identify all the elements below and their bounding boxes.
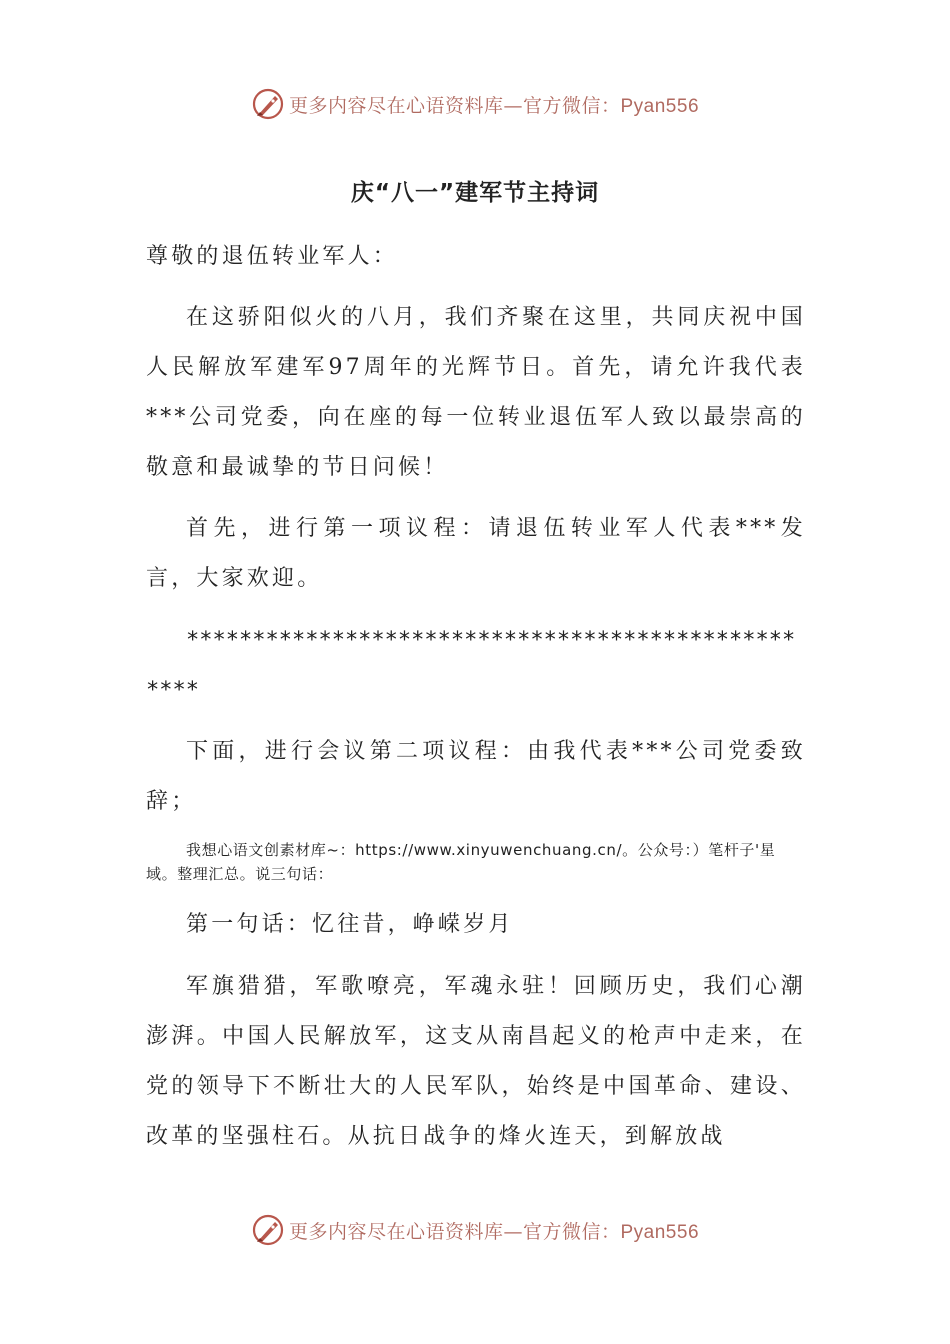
source-note: 我想心语文创素材库~：https://www.xinyuwenchuang.cn/。公众号：）笔杆子'星域。整理汇总。说三句话：: [146, 841, 776, 883]
note-wrap: [146, 838, 806, 886]
paragraph-3-wrap: [146, 727, 806, 827]
paragraph-1-wrap: [146, 293, 806, 493]
paragraph-4-wrap: [146, 962, 806, 1162]
star-separator: **************************************************: [146, 628, 796, 703]
heading-1-wrap: [146, 900, 806, 950]
wechat-id: Pyan556: [620, 95, 700, 117]
paragraph-2-wrap: [146, 504, 806, 604]
pen-nib-icon: [251, 1213, 285, 1247]
paragraph-4: 军旗猎猎，军歌嘹亮，军魂永驻！回顾历史，我们心潮澎湃。中国人民解放军，这支从南昌起义的枪声中走来，在党的领导下不断壮大的人民军队，始终是中国革命、建设、改革的坚强柱石。从抗日战争的烽火连天，到解放战: [146, 974, 806, 1149]
document-title: 庆“八一”建军节主持词: [350, 180, 600, 206]
section-heading-1: 第一句话：忆往昔，峥嵘岁月: [186, 912, 514, 937]
separator-wrap: [146, 616, 806, 716]
watermark-text: 更多内容尽在心语资料库—官方微信：Pyan556: [288, 1220, 700, 1243]
watermark-banner-bottom: [0, 1208, 950, 1252]
paragraph-1: 在这骄阳似火的八月，我们齐聚在这里，共同庆祝中国人民解放军建军97周年的光辉节日。首先，请允许我代表***公司党委，向在座的每一位转业退伍军人致以最崇高的敬意和最诚挚的节日问候！: [146, 305, 806, 480]
watermark-banner-top: [0, 82, 950, 126]
pen-nib-icon: [251, 87, 285, 121]
salutation: 尊敬的退伍转业军人：: [146, 244, 399, 269]
paragraph-3: 下面，进行会议第二项议程：由我代表***公司党委致辞；: [146, 739, 806, 814]
document-body: [146, 232, 806, 282]
wechat-id: Pyan556: [620, 1221, 700, 1243]
paragraph-2: 首先，进行第一项议程：请退伍转业军人代表***发言，大家欢迎。: [146, 516, 806, 591]
watermark-text: 更多内容尽在心语资料库—官方微信：Pyan556: [288, 94, 700, 117]
